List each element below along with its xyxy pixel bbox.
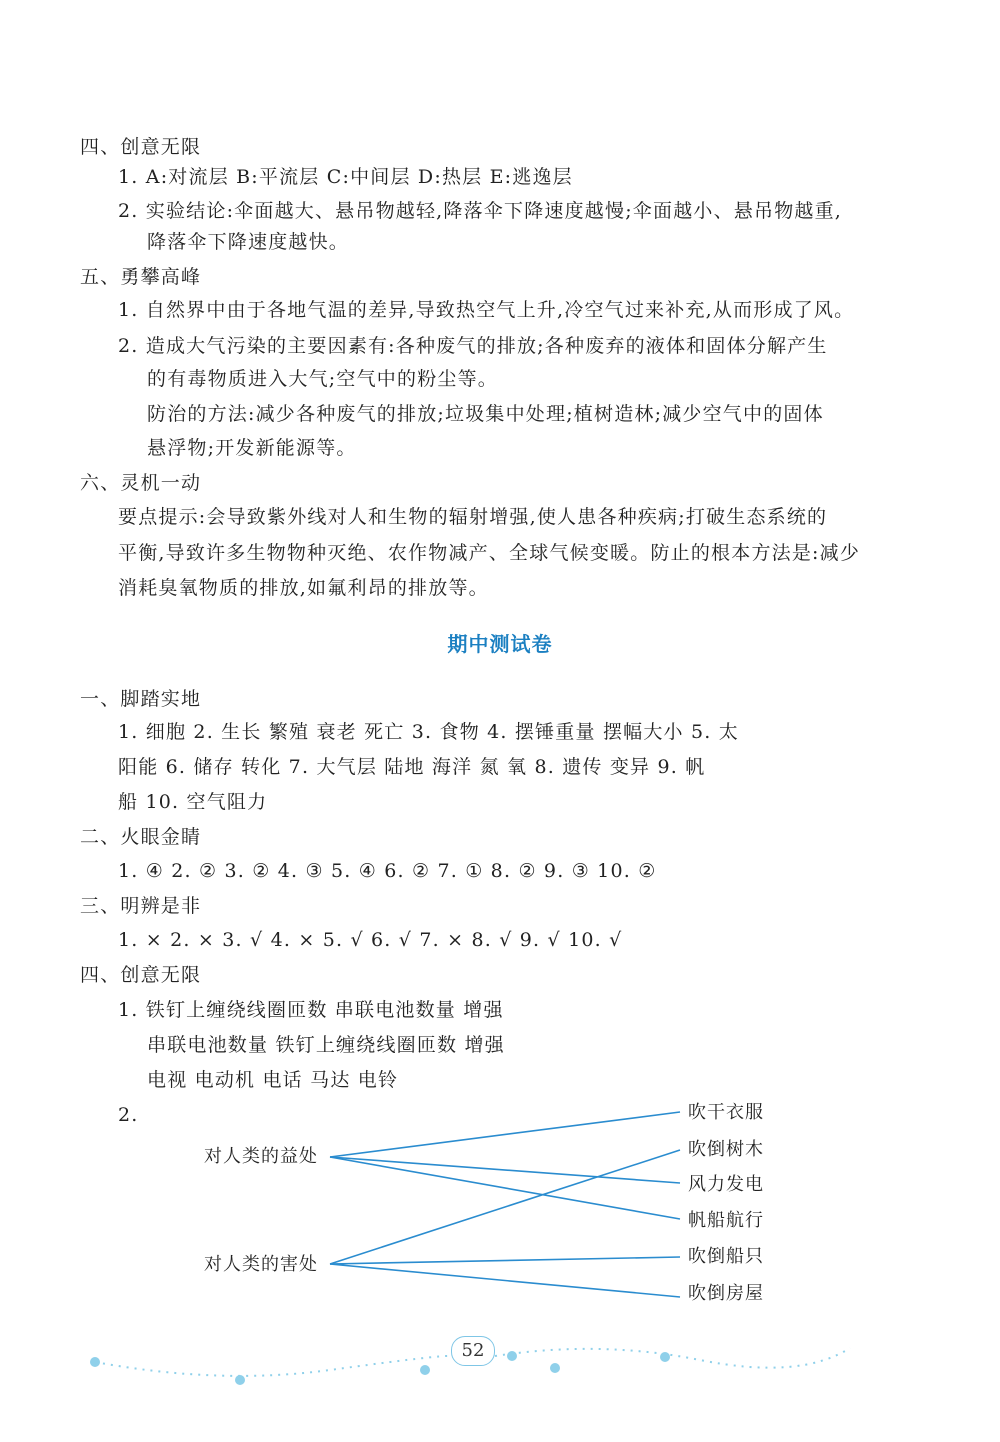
answer-line: 消耗臭氧物质的排放,如氟利昂的排放等。 bbox=[118, 577, 489, 599]
answer-line: 1. × 2. × 3. √ 4. × 5. √ 6. √ 7. × 8. √ 9. √ 10. √ bbox=[118, 929, 623, 951]
answer-line: 1. ④ 2. ② 3. ② 4. ③ 5. ④ 6. ② 7. ① 8. ② 9. ③ 10. ② bbox=[118, 860, 657, 882]
answer-line: 1. 自然界中由于各地气温的差异,导致热空气上升,冷空气过来补充,从而形成了风。 bbox=[118, 299, 855, 321]
match-right-item: 吹干衣服 bbox=[688, 1102, 764, 1123]
answer-line: 1. A:对流层 B:平流层 C:中间层 D:热层 E:逃逸层 bbox=[118, 166, 573, 188]
section-6-heading: 六、灵机一动 bbox=[80, 472, 202, 494]
exam-title: 期中测试卷 bbox=[447, 632, 553, 656]
match-right-item: 帆船航行 bbox=[688, 1210, 764, 1231]
midterm-section-4-heading: 四、创意无限 bbox=[80, 964, 202, 986]
answer-line: 阳能 6. 储存 转化 7. 大气层 陆地 海洋 氮 氧 8. 遗传 变异 9. 帆 bbox=[118, 756, 706, 778]
midterm-section-1-heading: 一、脚踏实地 bbox=[80, 688, 202, 710]
match-right-item: 吹倒房屋 bbox=[688, 1283, 764, 1304]
section-4-heading: 四、创意无限 bbox=[80, 136, 202, 158]
page-number: 52 bbox=[451, 1336, 495, 1366]
match-right-item: 吹倒树木 bbox=[688, 1139, 764, 1160]
match-left-benefit: 对人类的益处 bbox=[204, 1146, 318, 1167]
answer-line: 要点提示:会导致紫外线对人和生物的辐射增强,使人患各种疾病;打破生态系统的 bbox=[118, 506, 828, 528]
answer-line: 串联电池数量 铁钉上缠绕线圈匝数 增强 bbox=[147, 1034, 505, 1056]
match-left-harm: 对人类的害处 bbox=[204, 1254, 318, 1275]
section-5-heading: 五、勇攀高峰 bbox=[80, 266, 202, 288]
answer-line: 防治的方法:减少各种废气的排放;垃圾集中处理;植树造林;减少空气中的固体 bbox=[147, 403, 824, 425]
match-right-item: 吹倒船只 bbox=[688, 1246, 764, 1267]
answer-line: 1. 细胞 2. 生长 繁殖 衰老 死亡 3. 食物 4. 摆锤重量 摆幅大小 5. 太 bbox=[118, 721, 739, 743]
midterm-section-3-heading: 三、明辨是非 bbox=[80, 895, 202, 917]
match-line-benefit-wind-power bbox=[330, 1157, 680, 1183]
footer-dots bbox=[90, 1351, 670, 1385]
match-line-harm-houses bbox=[330, 1264, 680, 1297]
answer-line: 2. bbox=[118, 1104, 139, 1126]
answer-line: 降落伞下降速度越快。 bbox=[147, 231, 350, 253]
answer-line: 的有毒物质进入大气;空气中的粉尘等。 bbox=[147, 368, 499, 390]
answer-line: 2. 造成大气污染的主要因素有:各种废气的排放;各种废弃的液体和固体分解产生 bbox=[118, 335, 828, 357]
answer-line: 平衡,导致许多生物物种灭绝、农作物减产、全球气候变暖。防止的根本方法是:减少 bbox=[118, 542, 861, 564]
answer-line: 悬浮物;开发新能源等。 bbox=[147, 437, 357, 459]
answer-line: 电视 电动机 电话 马达 电铃 bbox=[147, 1069, 399, 1091]
midterm-section-2-heading: 二、火眼金睛 bbox=[80, 826, 202, 848]
answer-line: 1. 铁钉上缠绕线圈匝数 串联电池数量 增强 bbox=[118, 999, 504, 1021]
answer-line: 船 10. 空气阻力 bbox=[118, 791, 268, 813]
match-line-benefit-dry-clothes bbox=[330, 1112, 680, 1157]
answer-line: 2. 实验结论:伞面越大、悬吊物越轻,降落伞下降速度越慢;伞面越小、悬吊物越重, bbox=[118, 200, 843, 222]
match-right-item: 风力发电 bbox=[688, 1174, 764, 1195]
match-line-harm-ships bbox=[330, 1257, 680, 1264]
